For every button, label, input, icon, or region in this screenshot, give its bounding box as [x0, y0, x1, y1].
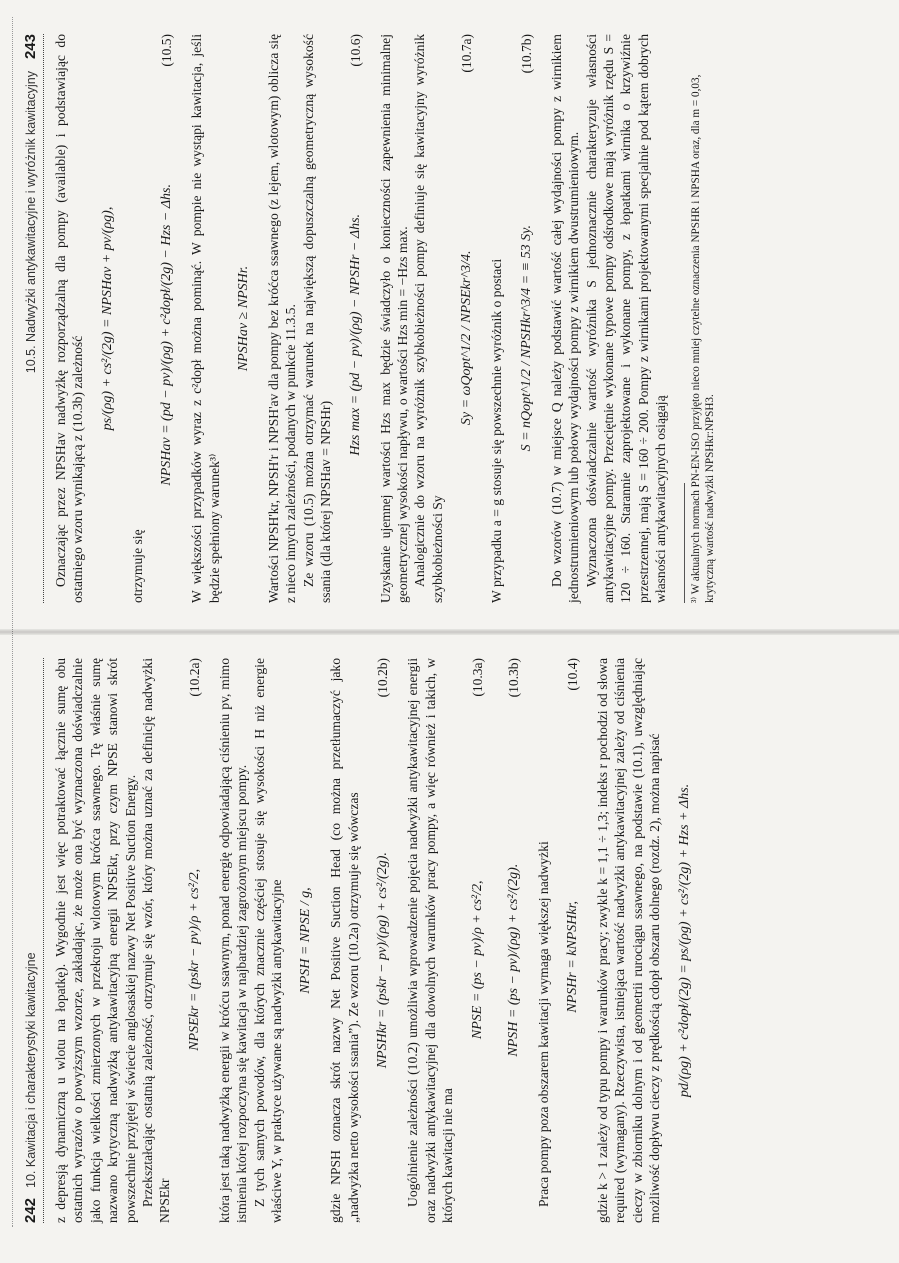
page-number: 242 — [22, 1197, 39, 1223]
equation-body: NPSEkr = (pskr − pv)/ρ + cs²/2, — [186, 868, 202, 1051]
equation-10-4 — [558, 658, 588, 1223]
equation-10-2a — [180, 658, 210, 1223]
equation-number: (10.6) — [347, 34, 363, 67]
paragraph: Oznaczając przez NPSHav nadwyżkę rozporządzalną dla pompy (available) i podstawiając do ostatniego wzoru wynikającą z (10.3b) zależność — [53, 34, 86, 603]
equation-number: (10.3a) — [469, 658, 485, 697]
equation-body: NPSE = (ps − pv)/ρ + cs²/2, — [469, 880, 485, 1040]
footnote: ³⁾ W aktualnych normach PN-EN-ISO przyjęto nieco mniej czytelne oznaczenia NPSHR i NPSHA oraz, dla m = 0,03, krytyczną wartość nadwyżki NPSHkr:NPSH3. — [689, 74, 716, 603]
left-page — [0, 632, 899, 1263]
paragraph: z depresją dynamiczną u wlotu na łopatkę). Wygodnie jest więc potraktować łącznie sumę obu ostatnich wyrazów o powyższym wzorze, zakładając, że może ona być wyznaczona doświadczalnie jako funkcja wielkości zmierzonych w przekroju wlotowym króćca ssawnego. Tę właśnie sumę nazwano krytyczną nadwyżką antykawitacyjną energii NPSEkr, przy czym NPSE stanowi skrót powszechnie przyjętej w świecie anglosaskiej nazwy Net Positive Suction Energy. — [53, 658, 138, 1223]
equation-body: S = nQopt^1/2 / NPSHkr^3/4 = ≡ 53 Sy. — [518, 224, 534, 452]
equation-body: Hzs max = (pd − pv)/(ρg) − NPSHr − Δhs. — [347, 213, 363, 456]
equation-10-7a — [452, 34, 482, 603]
page-number: 243 — [22, 34, 39, 60]
equation-number: (10.5) — [159, 34, 175, 67]
equation-number: (10.4) — [564, 658, 580, 691]
equation-10-3a — [463, 658, 493, 1223]
equation-10-7b — [512, 34, 542, 603]
equation-body: NPSH = NPSE / g, — [298, 887, 314, 994]
paragraph: W przypadku a = g stosuje się powszechnie wyróżnik o postaci — [489, 258, 505, 603]
equation-condition — [229, 34, 259, 603]
paragraph: Uogólnienie zależności (10.2) umożliwia wprowadzenie pojęcia nadwyżki antykawitacyjnej energii oraz nadwyżki antykawitacyjnej dla dowolnych warunków pracy pompy, a więc również i takich, w których kawitacji nie ma — [405, 658, 456, 1223]
equation-body: NPSHav = (pd − pv)/(ρg) + c²dopł/(2g) − Hzs − Δhs. — [159, 184, 175, 486]
paragraph: Ze wzoru (10.5) można otrzymać warunek na największą dopuszczalną geometryczną wysokość ssania (dla której NPSHav = NPSHr) — [300, 34, 334, 603]
section-header: 10.5. Nadwyżki antykawitacyjne i wyróżnik kawitacyjny — [24, 71, 38, 374]
chapter-header: 10. Kawitacja i charakterystyki kawitacyjne — [24, 952, 38, 1188]
equation-number: (10.3b) — [505, 658, 521, 698]
equation-body: NPSH = (ps − pv)/(ρg) + cs²/(2g). — [505, 863, 521, 1057]
left-running-header — [22, 658, 44, 1223]
equation-body: Sy = ωQopt^1/2 / NPSEkr^3/4. — [459, 250, 475, 426]
equation-number: (10.2b) — [375, 658, 391, 698]
equation-number: (10.2a) — [186, 658, 202, 697]
equation-10-3b — [499, 658, 529, 1223]
paragraph: która jest taką nadwyżką energii w króćcu ssawnym, ponad energię odpowiadającą ciśnieniu pv, mimo istnienia której rozpoczyna się kawitacja w najbardziej zagrożonym miejscu pompy. — [216, 658, 250, 1223]
paragraph: Z tych samych powodów, dla których znacznie częściej stosuje się wysokości H niż energie właściwe Y, w praktyce używane są nadwyżki antykawitacyjne — [251, 658, 285, 1223]
equation-body: NPSHkr = (pskr − pv)/(ρg) + cs²/(2g). — [375, 852, 391, 1069]
equation-number: (10.7a) — [459, 34, 475, 73]
equation-body: pd/(ρg) + c²dopł/(2g) = ps/(ρg) + cs²/(2g) + Hzs + Δhs. — [676, 783, 692, 1098]
paragraph: otrzymuje się — [129, 529, 145, 603]
paragraph: Do wzorów (10.7) w miejsce Q należy podstawić wartość całej wydajności pompy z wirnikiem jednostrumieniowym lub połowy wydajności pompy z wirnikiem dwustrumieniowym. — [548, 34, 582, 603]
paragraph: gdzie NPSH oznacza skrót nazwy Net Positive Suction Head (co można przetłumaczyć jako „nadwyżka netto wysokości ssania”). Ze wzoru (10.2a) otrzymuje się wówczas — [328, 658, 361, 1223]
equation-number: (10.7b) — [518, 34, 534, 74]
equation-bernoulli — [670, 658, 700, 1223]
paragraph: W większości przypadków wyraz z c²dopł można pominąć. W pompie nie wystąpi kawitacja, jeśli będzie spełniony warunek³⁾ — [189, 34, 222, 603]
equation-10-2b — [368, 658, 398, 1223]
right-page — [0, 0, 899, 631]
equation-substitution — [93, 34, 123, 603]
paragraph: Wyznaczona doświadczalnie wartość wyróżnika S jednoznacznie charakteryzuje własności antykawitacyjne pompy. Przeciętnie wykonane typowe pompy odśrodkowe mają wyróżnik rzędu S = 120 ÷ 160. Starannie zaprojektowane i wykonane pompy, z łopatkami wirnika o krzywiźnie przestrzennej, mają S = 160 ÷ 200. Pompy z wirnikami projektowanymi specjalnie pod kątem dobrych własności antykawitacyjnych osiągają — [583, 34, 669, 603]
paragraph: Analogicznie do wzoru na wyróżnik szybkobieżności pompy definiuje się kawitacyjny wyróżnik szybkobieżności Sy — [412, 34, 445, 603]
equation-npsh — [291, 658, 321, 1223]
equation-10-6 — [341, 34, 371, 603]
equation-10-5 — [152, 34, 182, 603]
right-running-header — [22, 34, 44, 603]
paragraph: Praca pompy poza obszarem kawitacji wymaga większej nadwyżki — [535, 841, 551, 1207]
paragraph: Przekształcając ostatnią zależność, otrzymuje się wzór, który można uznać za definicję nadwyżki NPSEkr — [140, 658, 173, 1223]
paragraph: Uzyskanie ujemnej wartości Hzs max będzie świadczyło o konieczności zapewnienia minimalnej geometrycznej wysokości napływu, o wartości Hzs min = −Hzs max. — [377, 34, 411, 603]
paragraph: gdzie k > 1 zależy od typu pompy i warunków pracy; zwykle k = 1,1 ÷ 1,3; indeks r pochodzi od słowa required (wymagany). Rzeczywista, istniejąca wartość nadwyżki antykawitacyjnej zależy od ciśnienia cieczy w zbiorniku dolnym i od geometrii rurociągu ssawnego, na podstawie (10.1), uwzględniając możliwość dopływu cieczy z prędkością cdopł obszaru dolnego (rozdz. 2), można napisać — [594, 658, 663, 1223]
paragraph: Wartości NPSH'kr, NPSH'r i NPSH'av dla pompy bez króćca ssawnego (z lejem, wlotowym) oblicza się z nieco innych zależności, podanych w punkcie 11.3.5. — [266, 34, 299, 603]
equation-body: NPSHr = kNPSHkr, — [564, 900, 580, 1013]
equation-body: ps/(ρg) + cs²/(2g) = NPSHav + pv/(ρg), — [99, 206, 115, 431]
equation-body: NPSHav ≥ NPSHr. — [236, 265, 252, 372]
